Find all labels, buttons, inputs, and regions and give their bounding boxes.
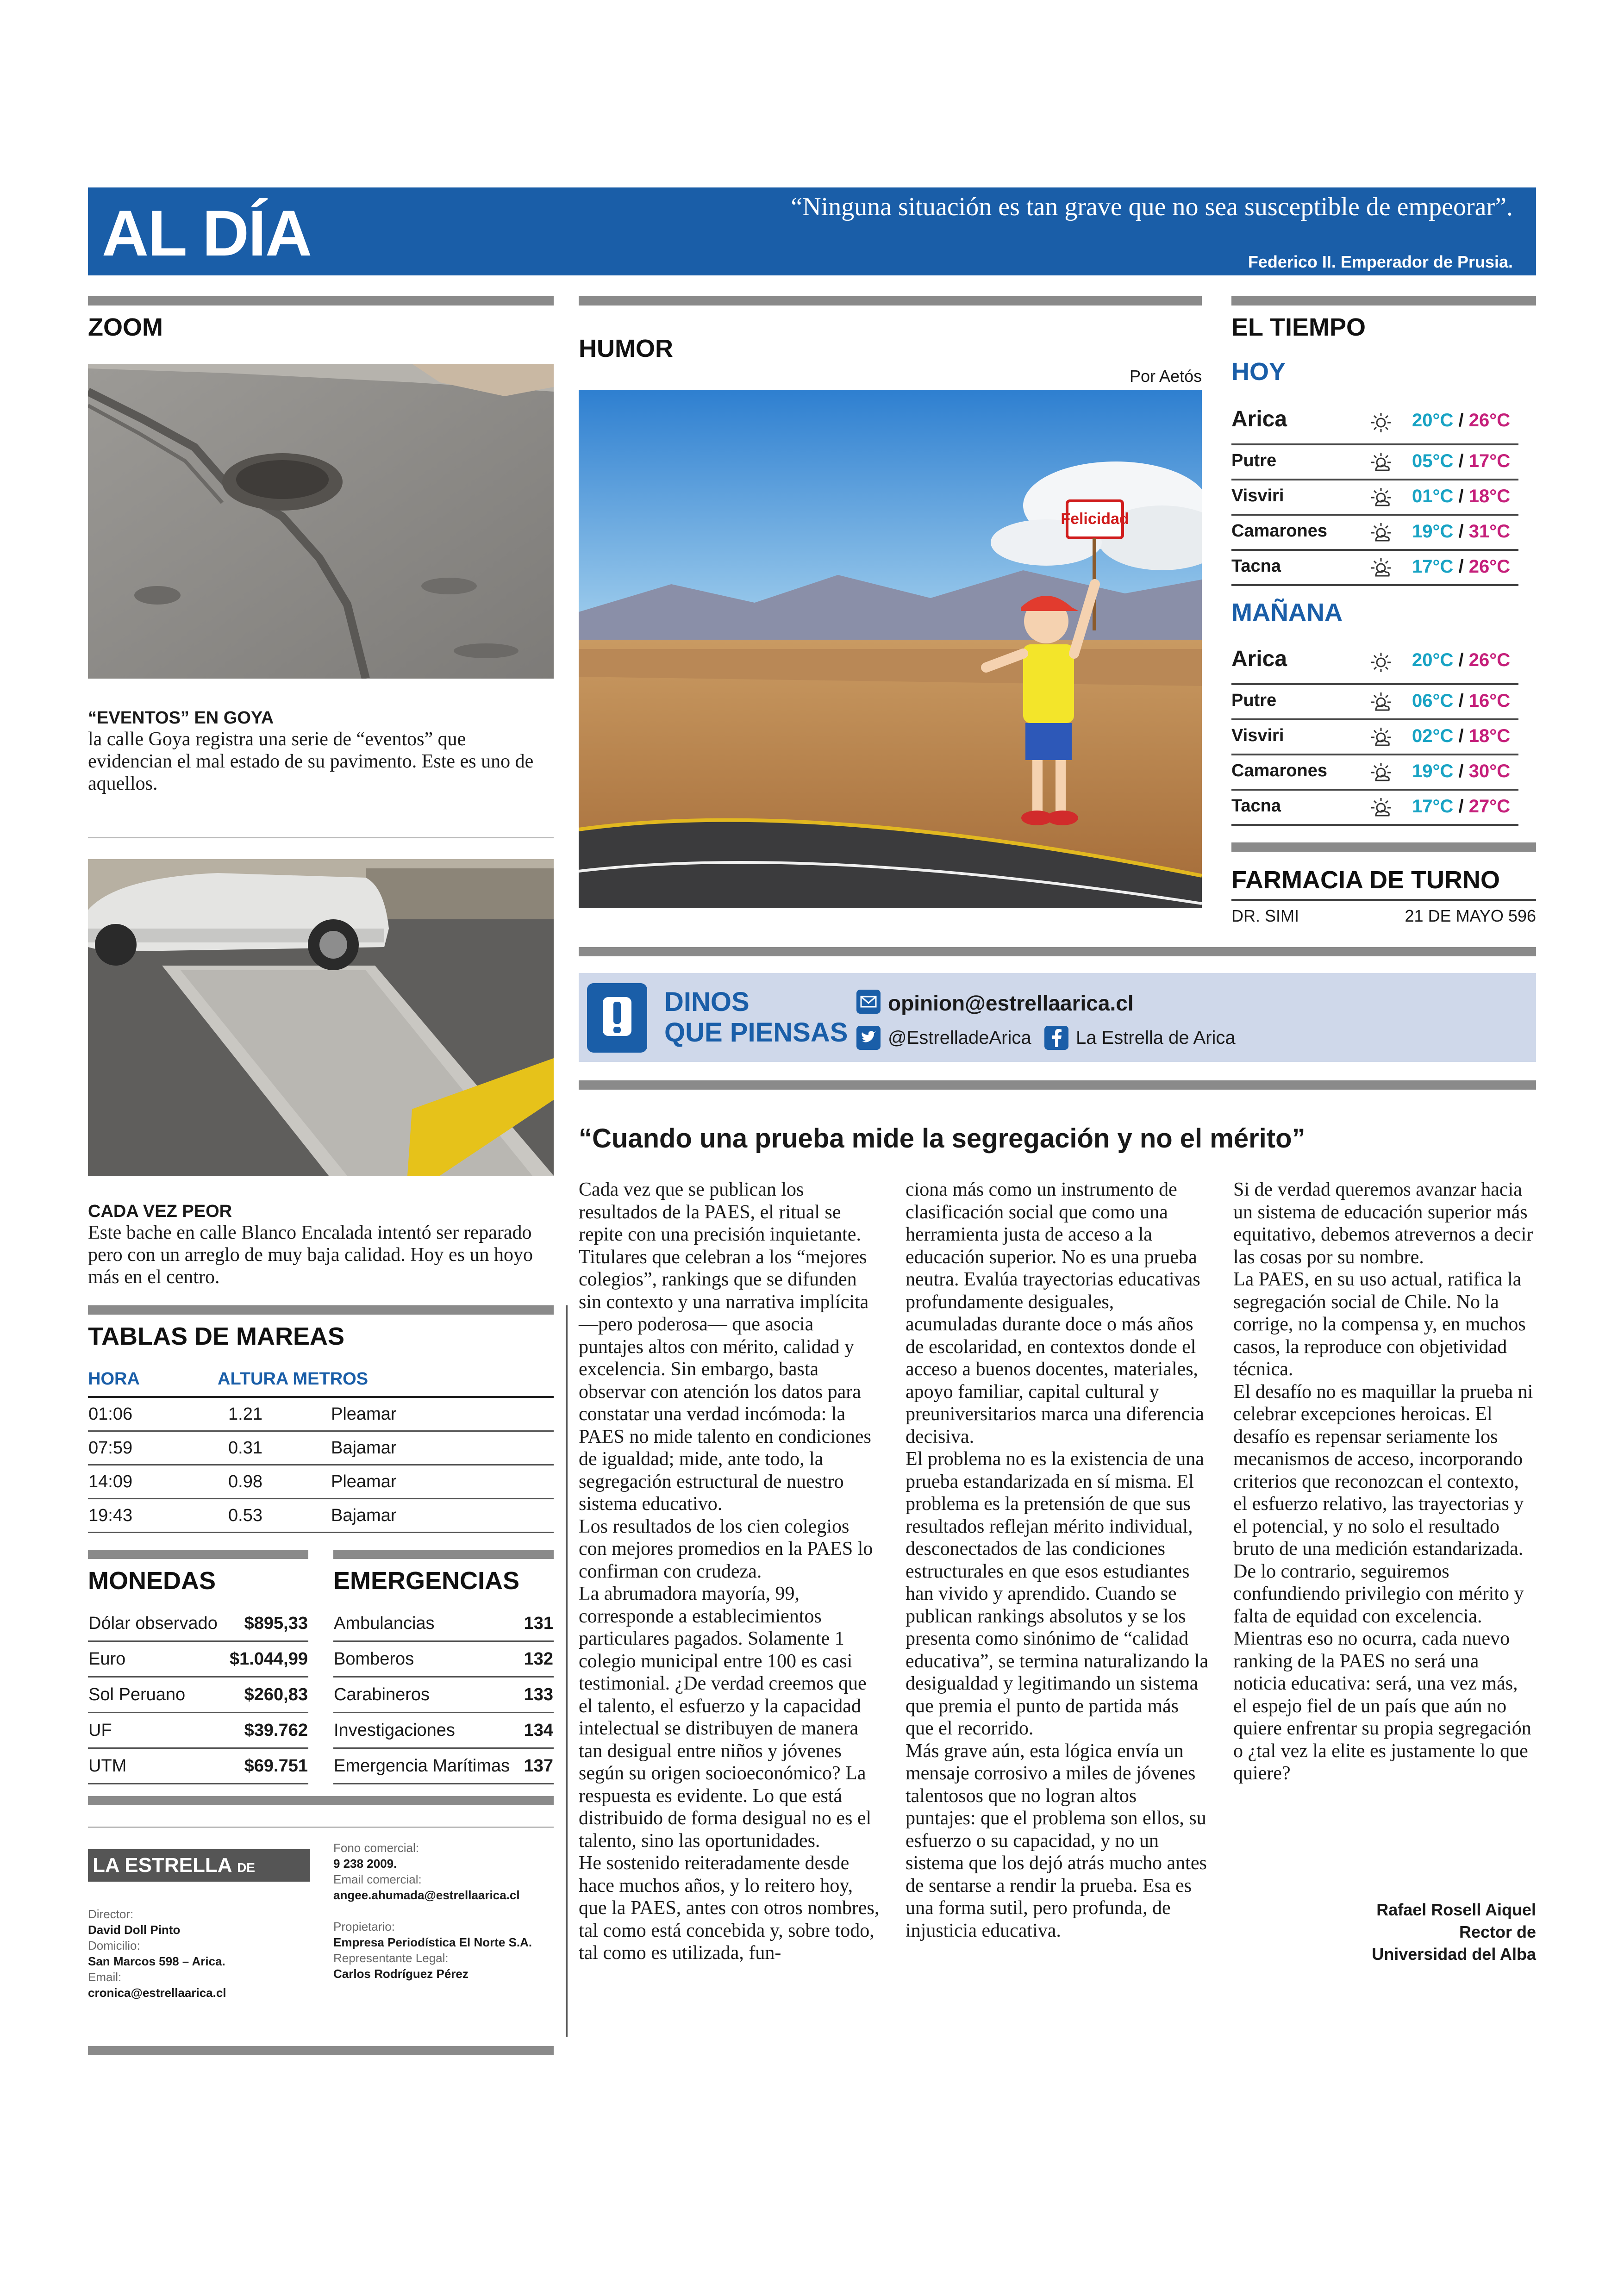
emergency-number: 132 (521, 1641, 554, 1677)
zoom-photo-goya (88, 364, 554, 679)
weather-city: Visviri (1231, 486, 1284, 505)
partly-cloudy-icon (1370, 557, 1392, 579)
article-column-2 (906, 1179, 1209, 1942)
weather-row (1231, 755, 1518, 791)
temp-separator: / (1458, 691, 1464, 711)
temp-separator: / (1458, 556, 1464, 577)
phone-value: 9 238 2009. (333, 1857, 397, 1871)
weather-row (1231, 445, 1518, 480)
partly-cloudy-icon (1370, 522, 1392, 543)
temp-separator: / (1458, 761, 1464, 781)
weather-row (1231, 640, 1518, 685)
table-row (333, 1748, 554, 1784)
weather-top-bar (1231, 296, 1536, 306)
emergency-name: Emergencia Marítimas (333, 1748, 521, 1784)
tide-height: 0.53 (228, 1499, 331, 1533)
sun-icon (1370, 652, 1392, 673)
pharmacy-top-bar (1231, 842, 1536, 852)
weather-max: 31°C (1468, 521, 1511, 542)
emergency-name: Ambulancias (333, 1606, 521, 1641)
temp-separator: / (1458, 521, 1464, 542)
currencies-title: MONEDAS (88, 1567, 216, 1595)
address-value: San Marcos 598 – Arica. (88, 1954, 225, 1968)
tides-table (88, 1368, 554, 1533)
table-row (88, 1713, 308, 1748)
tides-rows (88, 1398, 554, 1533)
zoom-divider (88, 837, 554, 838)
signature-title-2: Universidad del Alba (1372, 1945, 1536, 1964)
partly-cloudy-icon (1370, 797, 1392, 818)
table-row (88, 1398, 554, 1431)
exclamation-icon (587, 983, 647, 1053)
weather-min: 01°C (1412, 486, 1454, 506)
director-label: Director: (88, 1907, 134, 1921)
logo-word-de: DE (237, 1860, 255, 1875)
partly-cloudy-icon (1370, 452, 1392, 473)
zoom-caption-text: la calle Goya registra una serie de “eventos” que evidencian el mal estado de su pavimento. Este es uno de aquellos. (88, 729, 534, 794)
article-column-1 (579, 1179, 882, 1964)
humor-byline: Por Aetós (1130, 367, 1202, 386)
email-value[interactable]: cronica@estrellaarica.cl (88, 1986, 226, 2000)
emergencies-top-bar (333, 1550, 554, 1559)
partly-cloudy-icon (1370, 727, 1392, 748)
weather-row (1231, 720, 1518, 755)
currencies-top-bar (88, 1550, 308, 1559)
article-paragraph: ciona más como un instrumento de clasificación social que como una herramienta justa de acceso a la educación superior. No es una prueba neutra. Evalúa trayectorias educativas profundamente desiguales, acumuladas durante doce o más años de escolaridad, en contextos donde el acceso a buenos docentes, materiales, apoyo familiar, capital cultural y preuniversitarios marca una diferencia decisiva. (906, 1179, 1204, 1447)
tide-height: 1.21 (228, 1398, 331, 1431)
column-separator (566, 1305, 568, 2037)
masthead-left (88, 1906, 310, 2001)
weather-row (1231, 400, 1518, 445)
contact-email[interactable]: opinion@estrellaarica.cl (888, 991, 1134, 1015)
legal-label: Representante Legal: (333, 1951, 449, 1965)
zoom-item-goya (88, 708, 554, 795)
table-row (333, 1641, 554, 1677)
weather-city: Arica (1231, 407, 1287, 431)
currency-value: $69.751 (225, 1748, 308, 1784)
weather-max: 16°C (1468, 691, 1511, 711)
weather-max: 26°C (1468, 556, 1511, 577)
signature-title-1: Rector de (1459, 1922, 1536, 1941)
table-row (88, 1748, 308, 1784)
weather-min: 19°C (1412, 761, 1454, 781)
weather-row (1231, 480, 1518, 516)
weather-title: EL TIEMPO (1231, 313, 1366, 341)
phone-label: Fono comercial: (333, 1841, 419, 1855)
comm-email-label: Email comercial: (333, 1872, 422, 1886)
contact-top-bar (579, 947, 1536, 956)
table-row (333, 1677, 554, 1713)
tide-type: Bajamar (331, 1499, 554, 1533)
masthead-right (333, 1840, 554, 1982)
zoom-photo-blanco-encalada (88, 859, 554, 1176)
section-title: AL DÍA (102, 197, 312, 269)
temp-separator: / (1458, 486, 1464, 506)
contact-box (579, 973, 1536, 1062)
temp-separator: / (1458, 726, 1464, 746)
logo-word-arica: ARICA (93, 1889, 157, 1911)
emergency-name: Bomberos (333, 1641, 521, 1677)
article-paragraph: Si de verdad queremos avanzar hacia un sistema de educación superior más equitativo, debemos atrevernos a decir las cosas por su nombre. (1233, 1179, 1533, 1268)
weather-city: Tacna (1231, 796, 1281, 816)
pharmacy-address: 21 DE MAYO 596 (1405, 906, 1536, 925)
cartoon-sign-text: Felicidad (1061, 510, 1129, 528)
zoom-title: ZOOM (88, 313, 163, 341)
email-icon (856, 990, 881, 1014)
masthead-bottom-bar (88, 2046, 554, 2055)
weather-min: 06°C (1412, 691, 1454, 711)
comm-email-value[interactable]: angee.ahumada@estrellaarica.cl (333, 1888, 520, 1902)
zoom-caption-head: “EVENTOS” EN GOYA (88, 708, 274, 728)
zoom-item-blanco-encalada (88, 1202, 554, 1288)
tides-header (88, 1368, 554, 1398)
tide-hour: 14:09 (88, 1465, 228, 1499)
weather-city: Tacna (1231, 556, 1281, 576)
weather-city: Putre (1231, 451, 1277, 470)
facebook-icon (1044, 1026, 1068, 1050)
weather-tomorrow-label: MAÑANA (1231, 599, 1343, 626)
zoom-caption-text: Este bache en calle Blanco Encalada intentó ser reparado pero con un arreglo de muy baja calidad. Hoy es un hoyo más en el centro. (88, 1222, 533, 1288)
table-row (88, 1431, 554, 1465)
table-row (88, 1641, 308, 1677)
tides-col-height: ALTURA METROS (218, 1369, 369, 1389)
weather-min: 20°C (1412, 410, 1454, 430)
article-paragraph: Cada vez que se publican los resultados de la PAES, el ritual se repite con una precisión inquietante. Titulares que celebran a los “mejores colegios”, rankings que se difunden sin contexto y una narrativa implícita —pero poderosa— que asocia puntajes altos con mérito, calidad y excelencia. Sin embargo, basta observar con atención los datos para constatar una verdad incómoda: la PAES no mide talento en condiciones de igualdad; mide, ante todo, la segregación estructural de nuestro sistema educativo. (579, 1179, 871, 1515)
table-row (88, 1606, 308, 1641)
table-row (88, 1499, 554, 1533)
owner-value: Empresa Periodística El Norte S.A. (333, 1935, 532, 1949)
tide-type: Pleamar (331, 1465, 554, 1499)
currency-value: $39.762 (225, 1713, 308, 1748)
weather-max: 30°C (1468, 761, 1511, 781)
weather-tomorrow (1231, 640, 1518, 825)
pharmacy-name: DR. SIMI (1231, 906, 1299, 925)
weather-city: Camarones (1231, 761, 1327, 780)
tide-type: Bajamar (331, 1431, 554, 1465)
article-headline: “Cuando una prueba mide la segregación y no el mérito” (579, 1123, 1305, 1154)
article-top-bar (579, 1080, 1536, 1090)
tides-top-bar (88, 1305, 554, 1315)
humor-title: HUMOR (579, 335, 673, 362)
currency-value: $260,83 (225, 1677, 308, 1713)
emergency-number: 137 (521, 1748, 554, 1784)
masthead-top-bar (88, 1796, 554, 1805)
weather-min: 02°C (1412, 726, 1454, 746)
signature-name: Rafael Rosell Aiquel (1376, 1900, 1536, 1919)
tide-hour: 07:59 (88, 1431, 228, 1465)
contact-title-line1: DINOS (664, 987, 750, 1017)
currency-name: Dólar observado (88, 1606, 225, 1641)
contact-title (664, 987, 848, 1048)
article-paragraph: La abrumadora mayoría, 99, corresponde a establecimientos particulares pagados. Solamente 1 colegio municipal entre 100 es casi testimonial. ¿De verdad creemos que el talento, el esfuerzo y la capacidad intelectual se distribuyen de manera tan desigual entre niños y jóvenes según su origen socioeconómico? La respuesta es evidente. Lo que está distribuido de forma desigual no es el talento, sino las oportunidades. (579, 1583, 872, 1852)
twitter-icon (856, 1026, 881, 1050)
tides-col-hour: HORA (88, 1369, 140, 1389)
tide-hour: 01:06 (88, 1398, 228, 1431)
contact-title-line2: QUE PIENSAS (664, 1017, 848, 1048)
partly-cloudy-icon (1370, 692, 1392, 713)
tide-height: 0.31 (228, 1431, 331, 1465)
weather-row (1231, 516, 1518, 551)
table-row (88, 1677, 308, 1713)
section-banner (88, 187, 1536, 275)
weather-min: 17°C (1412, 796, 1454, 817)
weather-city: Putre (1231, 691, 1277, 710)
humor-cartoon (579, 390, 1202, 908)
currency-name: Sol Peruano (88, 1677, 225, 1713)
banner-quote-author: Federico II. Emperador de Prusia. (1248, 252, 1513, 271)
temp-separator: / (1458, 650, 1464, 670)
article-paragraph: El desafío no es maquillar la prueba ni celebrar excepciones heroicas. El desafío es repensar seriamente los mecanismos de acceso, incorporando criterios que reconozcan el contexto, el esfuerzo relativo, las trayectorias y el potencial, y no solo el resultado bruto de una medición estandarizada. De lo contrario, seguiremos confundiendo privilegio con mérito y falta de equidad con excelencia. (1233, 1381, 1533, 1627)
tide-height: 0.98 (228, 1465, 331, 1499)
table-row (333, 1713, 554, 1748)
masthead-logo (88, 1849, 310, 1911)
weather-row (1231, 685, 1518, 720)
table-row (333, 1606, 554, 1641)
temp-separator: / (1458, 410, 1464, 430)
emergency-number: 134 (521, 1713, 554, 1748)
weather-max: 17°C (1468, 451, 1511, 471)
temp-separator: / (1458, 451, 1464, 471)
article-paragraph: El problema no es la existencia de una prueba estandarizada en sí misma. El problema es la pretensión de que sus resultados reflejan mérito individual, desconectados de las condiciones estructurales en que esos estudiantes han vivido y aprendido. Cuando se publican rankings absolutos y se los presenta como sinónimo de “calidad educativa”, se termina naturalizando la desigualdad y legitimando un sistema que premia el punto de partida más que el recorrido. (906, 1448, 1209, 1739)
humor-top-bar (579, 296, 1202, 306)
weather-city: Visviri (1231, 726, 1284, 745)
weather-row (1231, 551, 1518, 586)
temp-separator: / (1458, 796, 1464, 817)
article-paragraph: Los resultados de los cien colegios con mejores promedios en la PAES lo confirman con crudeza. (579, 1515, 873, 1582)
weather-min: 19°C (1412, 521, 1454, 542)
emergencies-table (333, 1606, 554, 1784)
legal-value: Carlos Rodríguez Pérez (333, 1967, 468, 1981)
zoom-top-bar (88, 296, 554, 306)
owner-label: Propietario: (333, 1920, 395, 1933)
zoom-caption-head: CADA VEZ PEOR (88, 1202, 232, 1221)
weather-today (1231, 400, 1518, 585)
director-name: David Doll Pinto (88, 1923, 181, 1937)
sun-icon (1370, 412, 1392, 433)
weather-max: 27°C (1468, 796, 1511, 817)
currency-name: UTM (88, 1748, 225, 1784)
partly-cloudy-icon (1370, 762, 1392, 783)
currency-name: Euro (88, 1641, 225, 1677)
banner-quote: “Ninguna situación es tan grave que no sea susceptible de empeorar”. (791, 193, 1513, 221)
weather-min: 17°C (1412, 556, 1454, 577)
contact-facebook[interactable]: La Estrella de Arica (1076, 1028, 1236, 1048)
weather-city: Arica (1231, 647, 1287, 671)
weather-city: Camarones (1231, 521, 1327, 541)
tides-title: TABLAS DE MAREAS (88, 1322, 345, 1350)
emergency-name: Investigaciones (333, 1713, 521, 1748)
weather-min: 05°C (1412, 451, 1454, 471)
article-signature (1233, 1899, 1536, 1965)
weather-today-label: HOY (1231, 358, 1286, 386)
emergencies-title: EMERGENCIAS (333, 1567, 520, 1595)
weather-max: 26°C (1468, 410, 1511, 430)
tide-hour: 19:43 (88, 1499, 228, 1533)
table-row (88, 1465, 554, 1499)
currency-value: $1.044,99 (225, 1641, 308, 1677)
emergency-number: 133 (521, 1677, 554, 1713)
article-paragraph: La PAES, en su uso actual, ratifica la segregación social de Chile. No la corrige, no la compensa y, en muchos casos, la reproduce con objetividad técnica. (1233, 1269, 1526, 1380)
partly-cloudy-icon (1370, 487, 1392, 508)
article-paragraph: He sostenido reiteradamente desde hace muchos años, y lo reitero hoy, que la PAES, antes con otros nombres, tal como está concebida y, sobre todo, tal como es utilizada, fun- (579, 1852, 880, 1964)
masthead-rule (88, 1827, 554, 1828)
pharmacy-rule (1231, 899, 1536, 901)
weather-max: 18°C (1468, 486, 1511, 506)
contact-twitter[interactable]: @EstrelladeArica (888, 1028, 1031, 1048)
currencies-table (88, 1606, 308, 1784)
weather-min: 20°C (1412, 650, 1454, 670)
weather-row (1231, 791, 1518, 826)
logo-word-estrella: LA ESTRELLA (93, 1854, 231, 1877)
weather-max: 26°C (1468, 650, 1511, 670)
address-label: Domicilio: (88, 1939, 140, 1952)
tide-type: Pleamar (331, 1398, 554, 1431)
pharmacy-title: FARMACIA DE TURNO (1231, 866, 1500, 894)
emergency-number: 131 (521, 1606, 554, 1641)
article-paragraph: Mientras eso no ocurra, cada nuevo ranking de la PAES no será una noticia educativa: será, una vez más, el espejo fiel de un país que aún no quiere enfrentar su propia segregación o ¿tal vez la elite es justamente lo que quiere? (1233, 1628, 1531, 1784)
article-column-3 (1233, 1179, 1536, 1785)
currency-value: $895,33 (225, 1606, 308, 1641)
emergency-name: Carabineros (333, 1677, 521, 1713)
email-label: Email: (88, 1970, 122, 1984)
currency-name: UF (88, 1713, 225, 1748)
weather-max: 18°C (1468, 726, 1511, 746)
article-paragraph: Más grave aún, esta lógica envía un mensaje corrosivo a miles de jóvenes talentosos que no logran altos puntajes: que el problema son ellos, su esfuerzo o su capacidad, y no un sistema que los dejó atrás mucho antes de sentarse a rendir la prueba. Esa es una forma sutil, pero profunda, de injusticia educativa. (906, 1740, 1207, 1941)
